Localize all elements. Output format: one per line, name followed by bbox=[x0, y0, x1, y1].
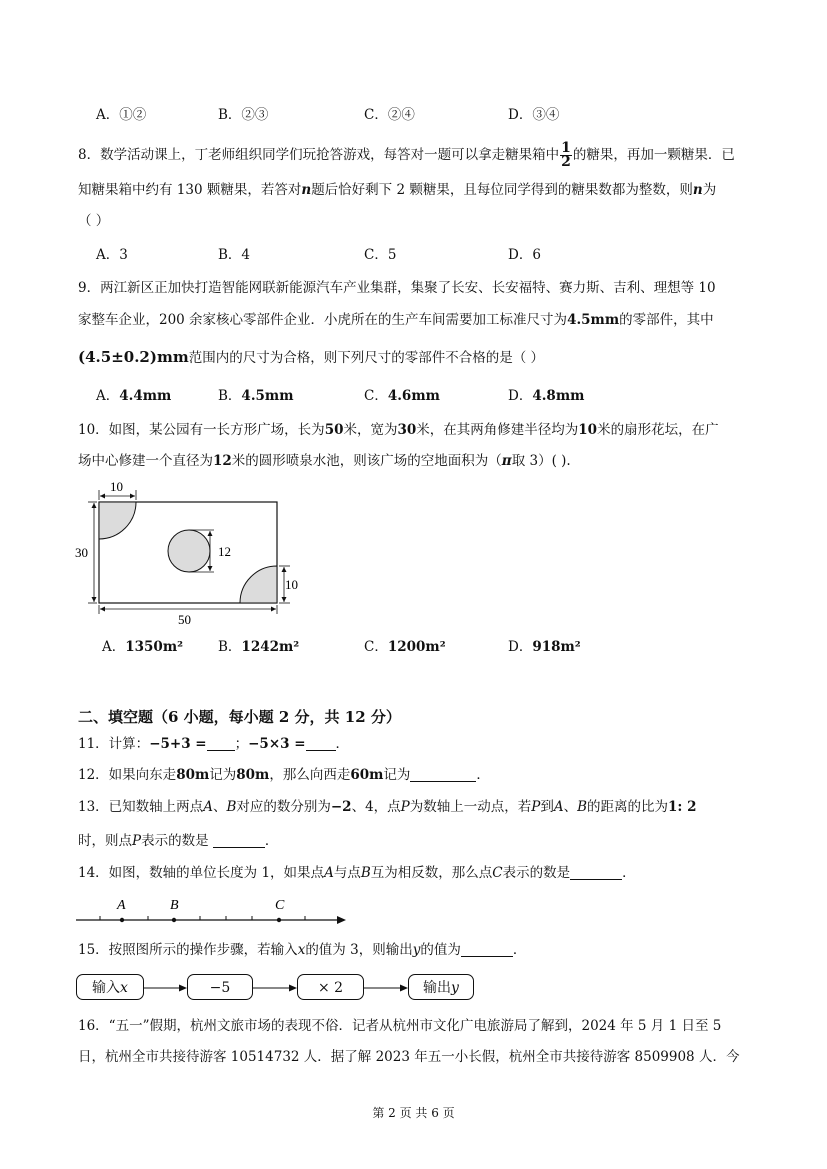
flow-minus-5-box: −5 bbox=[187, 974, 253, 1000]
q9-line-2: 家整车企业，200 余家核心零部件企业．小虎所在的生产车间需要加工标准尺寸为4.5mm的零部件，其中 bbox=[78, 312, 714, 328]
q10-option-b: B．1242m² bbox=[218, 639, 300, 655]
point-a-dot bbox=[120, 918, 124, 922]
q11-blank-1[interactable] bbox=[207, 736, 235, 751]
q10-line-2: 场中心修建一个直径为12米的圆形喷泉水池，则该广场的空地面积为（π取 3）( ). bbox=[78, 453, 571, 469]
q8-option-b: B．4 bbox=[218, 247, 251, 263]
q9-option-b: B．4.5mm bbox=[218, 388, 294, 404]
q14-line: 14．如图，数轴的单位长度为 1，如果点A与点B互为相反数，那么点C表示的数是 ． bbox=[78, 865, 636, 881]
q13-line-1: 13．已知数轴上两点A、B对应的数分别为−2、4，点P为数轴上一动点，若P到A、B的距离的比为1: 2 bbox=[78, 799, 697, 815]
fig-label-right-radius: 10 bbox=[285, 577, 298, 592]
q9-line-1: 9．两江新区正加快打造智能网联新能源汽车产业集群，集聚了长安、长安福特、赛力斯、吉利、理想等 10 bbox=[78, 280, 716, 296]
q15-line: 15．按照图所示的操作步骤，若输入x的值为 3，则输出y的值为 ． bbox=[78, 942, 527, 958]
q7-option-a: A．①② bbox=[96, 107, 147, 123]
q8-option-d: D．6 bbox=[508, 247, 541, 263]
point-c-dot bbox=[277, 918, 281, 922]
fig-label-length: 50 bbox=[178, 612, 191, 627]
q11-blank-2[interactable] bbox=[306, 736, 336, 751]
q7-option-b: B．②③ bbox=[218, 107, 269, 123]
q8-line-2: 知糖果箱中约有 130 颗糖果，若答对n题后恰好剩下 2 颗糖果，且每位同学得到的糖果数都为整数，则n为 bbox=[78, 182, 717, 198]
point-b-dot bbox=[172, 918, 176, 922]
q9-option-d: D．4.8mm bbox=[508, 388, 585, 404]
fraction-one-half: $\frac{1}{2}$ bbox=[561, 140, 571, 170]
q8-option-a: A．3 bbox=[96, 247, 128, 263]
fig-label-width: 30 bbox=[75, 545, 88, 560]
q12-line: 12．如果向东走80m记为80m，那么向西走60m记为 ． bbox=[78, 767, 490, 783]
flower-bed-sector-bottom-right bbox=[240, 566, 277, 603]
q10-option-d: D．918m² bbox=[508, 639, 581, 655]
q7-option-c: C．②④ bbox=[364, 107, 415, 123]
q10-option-a: A．1350m² bbox=[102, 639, 184, 655]
q14-number-line bbox=[74, 893, 354, 929]
page-footer: 第 2 页 共 6 页 bbox=[372, 1106, 455, 1120]
q9-option-c: C．4.6mm bbox=[364, 388, 440, 404]
q8-option-c: C．5 bbox=[364, 247, 397, 263]
flow-arrows bbox=[144, 980, 410, 996]
q15-blank[interactable] bbox=[461, 942, 513, 957]
q10-option-c: C．1200m² bbox=[364, 639, 446, 655]
q13-line-2: 时，则点P表示的数是 ． bbox=[78, 833, 279, 849]
q10-park-diagram bbox=[70, 478, 300, 628]
q16-line-1: 16．“五一”假期，杭州文旅市场的表现不俗．记者从杭州市文化广电旅游局了解到，2024 年 5 月 1 日至 5 bbox=[78, 1018, 722, 1034]
flow-output-box: 输出y bbox=[408, 974, 474, 1000]
point-a-label: A bbox=[117, 898, 126, 913]
q9-line-3: (4.5±0.2)mm范围内的尺寸为合格，则下列尺寸的零部件不合格的是（ ） bbox=[78, 348, 544, 366]
q7-option-d: D．③④ bbox=[508, 107, 560, 123]
fig-label-diameter: 12 bbox=[218, 544, 231, 559]
q13-blank[interactable] bbox=[213, 833, 265, 848]
point-c-label: C bbox=[275, 898, 285, 913]
flower-bed-sector-top-left bbox=[99, 502, 136, 539]
q14-blank[interactable] bbox=[570, 865, 622, 880]
flow-input-box: 输入x bbox=[76, 974, 144, 1000]
q10-line-1: 10．如图，某公园有一长方形广场，长为50米，宽为30米，在其两角修建半径均为10米的扇形花坛，在广 bbox=[78, 422, 719, 438]
q16-line-2: 日，杭州全市共接待游客 10514732 人．据了解 2023 年五一小长假，杭州全市共接待游客 8509908 人．今 bbox=[78, 1049, 740, 1065]
q8-line-1: 8．数学活动课上，丁老师组织同学们玩抢答游戏，每答对一题可以拿走糖果箱中 $\frac{1}{2}$ 的糖果，再加一颗糖果．已 bbox=[78, 140, 735, 170]
q8-answer-paren: （ ） bbox=[78, 213, 110, 229]
fountain-circle bbox=[168, 530, 210, 572]
section-2-title: 二、填空题（6 小题，每小题 2 分，共 12 分） bbox=[78, 708, 401, 726]
q9-option-a: A．4.4mm bbox=[96, 388, 172, 404]
point-b-label: B bbox=[170, 898, 179, 913]
fig-label-top-radius: 10 bbox=[110, 479, 123, 494]
q11-line: 11．计算：−5+3 = ；−5×3 = ． bbox=[78, 736, 350, 752]
q12-blank[interactable] bbox=[410, 767, 476, 782]
flow-times-2-box: × 2 bbox=[297, 974, 364, 1000]
